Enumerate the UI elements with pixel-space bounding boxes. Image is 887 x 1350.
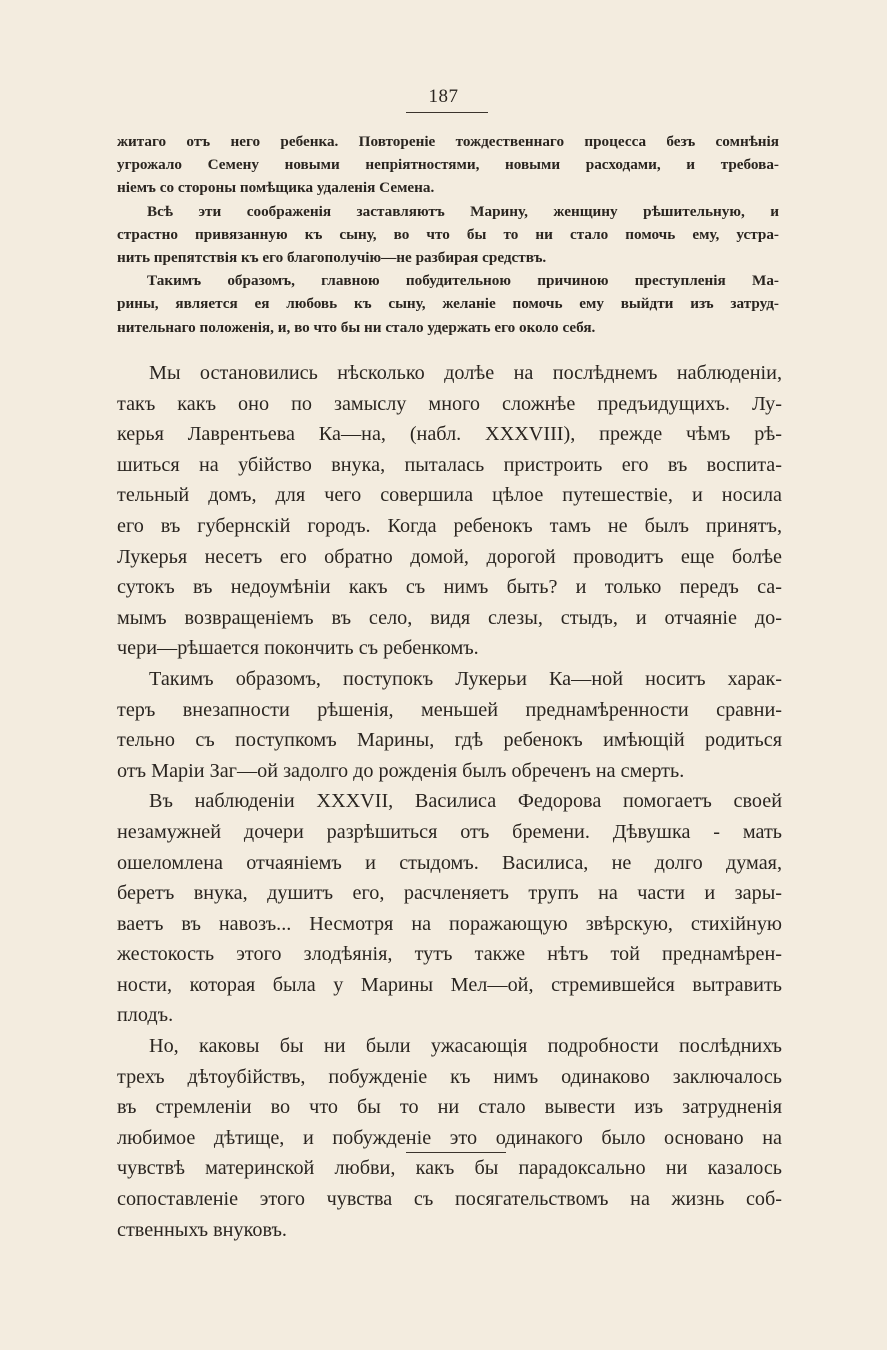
text-line: Мы остановились нѣсколько долѣе на послѣднемъ наблюденіи, [149,362,782,384]
text-line: незамужней дочери разрѣшиться отъ бремени. Дѣвушка - мать [117,820,782,843]
text-line: жестокость этого злодѣянія, тутъ также нѣтъ той преднамѣрен- [117,943,782,966]
text-line: Но, каковы бы ни были ужасающія подробности послѣднихъ [149,1035,782,1058]
text-line: Всѣ эти соображенія заставляютъ Марину, женщину рѣшительную, и [147,202,779,220]
paragraph [117,358,782,664]
text-line: ваетъ въ навозъ... Несмотря на поражающую звѣрскую, стихійную [117,912,782,935]
text-line: шиться на убійство внука, пыталась пристроить его въ воспита- [117,453,782,476]
paragraph [117,269,779,339]
text-line: сутокъ въ недоумѣніи какъ съ нимъ быть? и только передъ са- [117,576,782,599]
text-line: въ стремленіи во что бы то ни стало вывести изъ затрудненія [117,1096,782,1119]
text-line: Лукерья несетъ его обратно домой, дорогой проводитъ еще болѣе [117,545,782,568]
text-line: рины, является ея любовь къ сыну, желаніе помочь ему выйдти изъ затруд- [117,295,779,313]
small-print-block [117,130,779,339]
text-line: плодъ. [117,1004,174,1027]
paragraph [117,1031,782,1245]
text-line: отъ Маріи Заг—ой задолго до рожденія былъ обреченъ на смерть. [117,759,685,782]
text-line: житаго отъ него ребенка. Повтореніе тождественнаго процесса безъ сомнѣнія [117,133,779,150]
page-number: 187 [428,86,459,107]
paragraph [117,130,779,200]
paragraph [117,786,782,1031]
text-line: угрожало Семену новыми непріятностями, новыми расходами, и требова- [117,156,779,174]
section-end-rule [406,1152,506,1153]
text-line: теръ внезапности рѣшенія, меньшей преднамѣренности сравни- [117,698,782,721]
text-line: тельно съ поступкомъ Марины, гдѣ ребенокъ имѣющій родиться [117,729,782,752]
text-line: чувствѣ материнской любви, какъ бы парадоксально ни казалось [117,1157,782,1180]
text-line: сопоставленіе этого чувства съ посягательствомъ на жизнь соб- [117,1188,782,1211]
text-line: трехъ дѣтоубійствъ, побужденіе къ нимъ одинаково заключалось [117,1065,782,1088]
text-line: беретъ внука, душитъ его, расчленяетъ трупъ на части и зары- [117,882,782,905]
paragraph [117,664,782,786]
text-line: нить препятствія къ его благополучію—не разбирая средствъ. [117,249,547,267]
text-line: Такимъ образомъ, главною побудительною причиною преступленія Ма- [147,272,779,290]
text-line: страстно привязанную къ сыну, во что бы то ни стало помочь ему, устра- [117,225,779,243]
text-line: ственныхъ внуковъ. [117,1218,287,1241]
text-line: Такимъ образомъ, поступокъ Лукерьи Ка—ной носитъ харак- [149,667,782,690]
main-text-block [117,358,782,1245]
text-line: ности, которая была у Марины Мел—ой, стремившейся вытравить [117,973,782,996]
text-line: ошеломлена отчаяніемъ и стыдомъ. Василиса, не долго думая, [117,851,782,874]
text-line: тельный домъ, для чего совершила цѣлое путешествіе, и носила [117,484,782,507]
text-line: его въ губернскій городъ. Когда ребенокъ тамъ не былъ принятъ, [117,514,782,537]
text-line: Въ наблюденіи XXXVII, Василиса Федорова помогаетъ своей [149,790,782,813]
page-number-rule [406,112,488,113]
text-line: чери—рѣшается покончить съ ребенкомъ. [117,637,479,660]
paragraph [117,200,779,270]
text-line: такъ какъ оно по замыслу много сложнѣе предъидущихъ. Лу- [117,392,782,415]
text-line: нительнаго положенія, и, во что бы ни стало удержать его около себя. [117,318,596,336]
text-line: ніемъ со стороны помѣщика удаленія Семена. [117,179,435,197]
text-line: мымъ возвращеніемъ въ село, видя слезы, стыдъ, и отчаяніе до- [117,606,782,629]
text-line: любимое дѣтище, и побужденіе это одинакого было основано на [117,1126,782,1149]
text-line: керья Лаврентьева Ка—на, (набл. XXXVIII), прежде чѣмъ рѣ- [117,423,782,446]
